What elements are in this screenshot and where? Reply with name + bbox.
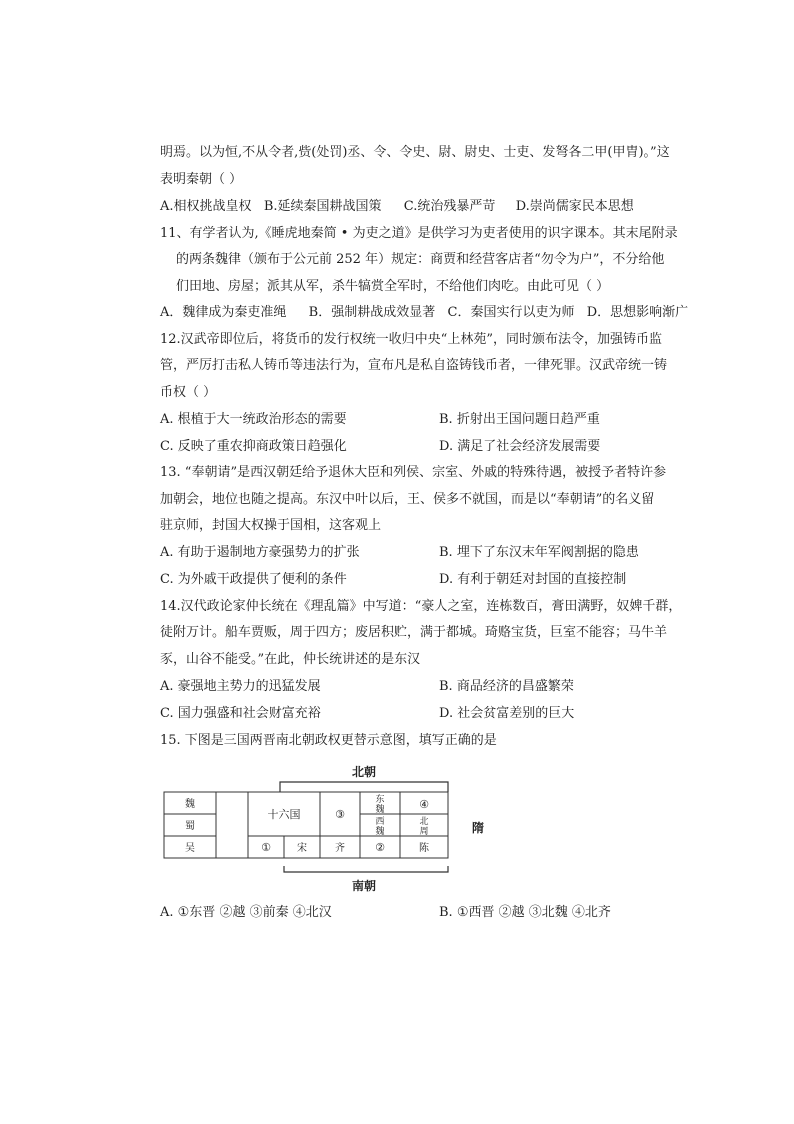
- q11-option-b: B．强制耕战成效显著: [308, 305, 436, 320]
- q12-option-a: A. 根植于大一统政治形态的需要: [160, 412, 347, 427]
- east-wei-bottom: 魏: [375, 805, 385, 815]
- q14-stem-line3: 豕，山谷不能受。”在此，仲长统讲述的是东汉: [160, 652, 421, 667]
- q10-option-b: B.延续秦国耕战国策: [263, 199, 382, 214]
- north-zhou-bottom: 周: [419, 827, 429, 837]
- q13-stem-line1: 13. “奉朝请”是西汉朝廷给予退休大臣和列侯、宗室、外戚的特殊待遇，被授予者特许参: [160, 465, 667, 480]
- west-wei-top: 西: [375, 817, 385, 827]
- q15-option-a: A. ①东晋 ②越 ③前秦 ④北汉: [160, 905, 332, 920]
- q10-option-d: D.崇尚儒家民本思想: [515, 199, 634, 214]
- slot-4-label: ④: [419, 798, 429, 811]
- shu-label: 蜀: [185, 821, 195, 832]
- q13-option-c: C. 为外戚干政提供了便利的条件: [160, 572, 347, 587]
- qi-label: 齐: [335, 843, 345, 854]
- north-label: 北朝: [351, 765, 377, 779]
- q12-stem-line2: 管，严厉打击私人铸币等违法行为，宣布凡是私自盗铸钱币者，一律死罪。汉武帝统一铸: [160, 358, 668, 373]
- slot-1-label: ①: [261, 841, 271, 854]
- wei-label: 魏: [185, 799, 195, 810]
- q10-stem-line1: 明焉。以为恒,不从令者,赀(处罚)丞、令、令史、尉、尉史、士吏、发弩各二甲(甲胄)。”这: [160, 145, 670, 160]
- q12-stem-line3: 币权（ ）: [160, 385, 217, 400]
- chen-label: 陈: [419, 843, 429, 854]
- q12-option-d: D. 满足了社会经济发展需要: [439, 439, 601, 454]
- q10-options: [160, 199, 634, 215]
- q11-option-c: C．秦国实行以吏为师: [447, 305, 575, 320]
- q13-option-a: A. 有助于遏制地方豪强势力的扩张: [160, 545, 360, 560]
- q11-options: [160, 305, 688, 321]
- q11-stem-line3: 们田地、房屋；派其从军，杀牛犒赏全军时，不给他们肉吃。由此可见（ ）: [176, 279, 610, 294]
- q10-option-c: C.统治残暴严苛: [403, 199, 496, 214]
- q13-option-d: D. 有利于朝廷对封国的直接控制: [439, 572, 627, 587]
- sixteen-kingdoms-label: 十六国: [267, 808, 301, 821]
- south-label: 南朝: [351, 879, 377, 893]
- wu-label: 吴: [185, 843, 195, 854]
- q14-stem-line1: 14.汉代政论家仲长统在《理乱篇》中写道：“豪人之室，连栋数百，膏田满野，奴婢千群，: [160, 599, 682, 614]
- slot-2-label: ②: [375, 841, 385, 854]
- dynasty-succession-diagram: [160, 764, 640, 896]
- north-zhou-top: 北: [419, 817, 429, 827]
- q14-option-c: C. 国力强盛和社会财富充裕: [160, 706, 321, 721]
- q10-option-a: A.相权挑战皇权: [160, 199, 252, 214]
- q12-option-c: C. 反映了重农抑商政策日趋强化: [160, 439, 347, 454]
- q15-option-b: B. ①西晋 ②越 ③北魏 ④北齐: [439, 905, 611, 920]
- q11-stem-line1: 11、有学者认为,《睡虎地秦简 • 为吏之道》是供学习为吏者使用的识字课本。其末尾附录: [160, 226, 678, 241]
- q15-stem: 15. 下图是三国两晋南北朝政权更替示意图，填写正确的是: [160, 733, 497, 748]
- q14-option-a: A. 豪强地主势力的迅猛发展: [160, 679, 321, 694]
- sui-label: 隋: [471, 821, 485, 835]
- q13-stem-line3: 驻京师，封国大权操于国相，这客观上: [160, 518, 382, 533]
- south-brace: [284, 866, 448, 872]
- q10-stem-line2: 表明秦朝（ ）: [160, 172, 243, 187]
- q11-option-d: D．思想影响渐广: [586, 305, 689, 320]
- q11-stem-line2: 的两条魏律（颁布于公元前 252 年）规定：商贾和经营客店者“勿令为户”，不分给他: [176, 252, 665, 267]
- west-wei-bottom: 魏: [375, 827, 385, 837]
- north-brace: [280, 782, 448, 792]
- q14-option-b: B. 商品经济的昌盛繁荣: [439, 679, 574, 694]
- q14-option-d: D. 社会贫富差别的巨大: [439, 706, 575, 721]
- q14-stem-line2: 徒附万计。船车贾贩，周于四方；废居积贮，满于都城。琦赂宝货，巨室不能容；马牛羊: [160, 625, 668, 640]
- song-label: 宋: [297, 843, 307, 854]
- q13-option-b: B. 埋下了东汉末年军阀割据的隐患: [439, 545, 639, 560]
- q11-option-a: A．魏律成为秦吏准绳: [160, 305, 287, 320]
- q13-stem-line2: 加朝会，地位也随之提高。东汉中叶以后，王、侯多不就国，而是以“奉朝请”的名义留: [160, 492, 655, 507]
- q12-stem-line1: 12.汉武帝即位后，将货币的发行权统一收归中央“上林苑”，同时颁布法令，加强铸币监: [160, 332, 662, 347]
- slot-3-label: ③: [335, 808, 345, 821]
- east-wei-top: 东: [375, 795, 385, 805]
- q12-option-b: B. 折射出王国问题日趋严重: [439, 412, 600, 427]
